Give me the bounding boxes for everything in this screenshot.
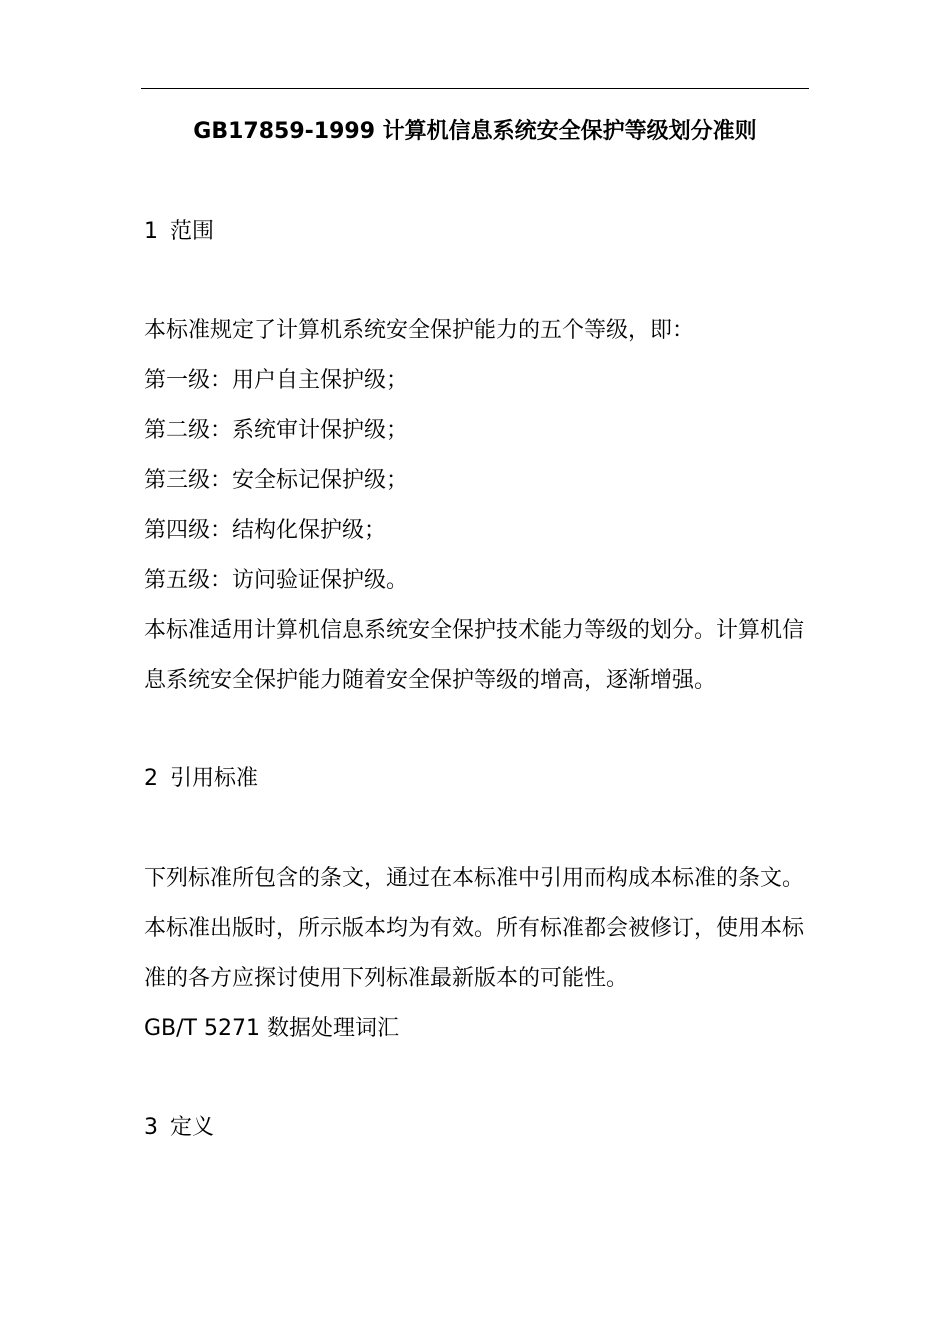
section-title: 引用标准 xyxy=(170,766,259,791)
section-2-heading xyxy=(144,764,814,794)
referenced-standard: GB/T 5271 数据处理词汇 xyxy=(144,1016,399,1041)
section-number: 2 xyxy=(144,766,158,791)
paragraph-line: 本标准适用计算机信息系统安全保护技术能力等级的划分。计算机信 xyxy=(144,618,805,643)
list-item-level-2: 第二级：系统审计保护级； xyxy=(144,418,409,443)
section-title: 定义 xyxy=(170,1115,215,1140)
paragraph-line: 本标准出版时，所示版本均为有效。所有标准都会被修订，使用本标 xyxy=(144,916,805,941)
section-1-heading xyxy=(144,217,814,247)
paragraph-line: 息系统安全保护能力随着安全保护等级的增高，逐渐增强。 xyxy=(144,668,717,693)
section-number: 3 xyxy=(144,1115,158,1140)
paragraph-line: 本标准规定了计算机系统安全保护能力的五个等级，即： xyxy=(144,318,695,343)
paragraph-line: 下列标准所包含的条文，通过在本标准中引用而构成本标准的条文。 xyxy=(144,866,805,891)
section-title: 范围 xyxy=(170,219,215,244)
section-number: 1 xyxy=(144,219,158,244)
section-3-heading xyxy=(144,1113,814,1143)
list-item-level-1: 第一级：用户自主保护级； xyxy=(144,368,409,393)
list-item-level-5: 第五级：访问验证保护级。 xyxy=(144,568,409,593)
paragraph-line: 准的各方应探讨使用下列标准最新版本的可能性。 xyxy=(144,966,629,991)
list-item-level-3: 第三级：安全标记保护级； xyxy=(144,468,409,493)
document-title: GB17859-1999 计算机信息系统安全保护等级划分准则 xyxy=(193,119,757,144)
header-rule xyxy=(141,88,809,89)
list-item-level-4: 第四级：结构化保护级； xyxy=(144,518,387,543)
